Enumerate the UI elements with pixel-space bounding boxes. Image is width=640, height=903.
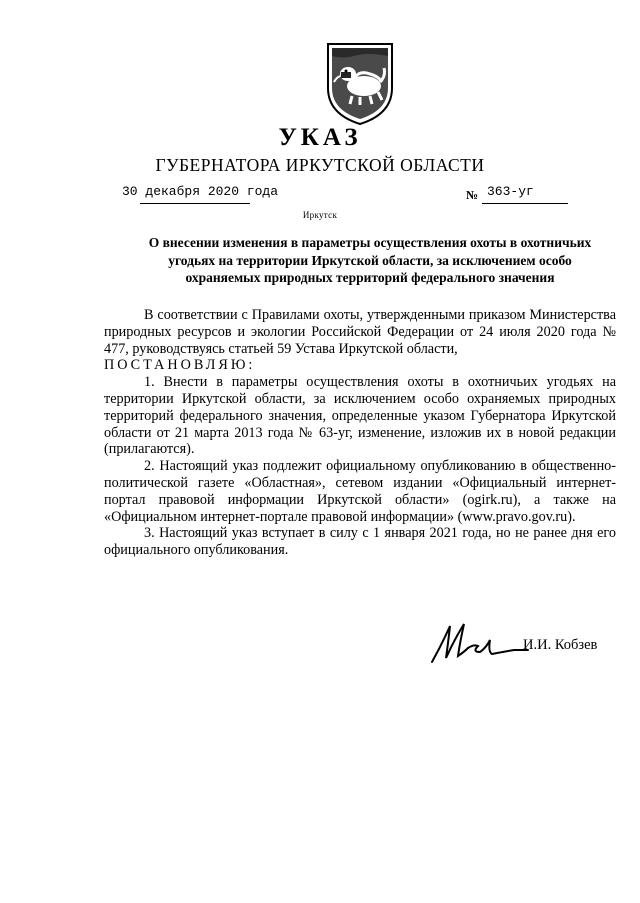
decree-item-1: 1. Внести в параметры осуществления охоты в охотничьих угодьях на территории Иркутской области, за исключением особо охраняемых природных территорий федерального значения, определенные указом Губернатора Иркутской области от 21 марта 2013 года № 63-уг, изменение, изложив их в новой редакции (прилагаются). xyxy=(104,374,616,458)
number-sign: № xyxy=(466,188,479,202)
document-title: УКАЗ xyxy=(278,124,362,151)
irkutsk-coat-of-arms-icon xyxy=(324,42,396,126)
decree-word: ПОСТАНОВЛЯЮ: xyxy=(104,357,256,374)
heading-line: угодьях на территории Иркутской области, за исключением особо xyxy=(168,252,572,268)
heading-line: О внесении изменения в параметры осуществления охоты в охотничьих xyxy=(148,235,592,250)
number-underline xyxy=(482,203,568,204)
decree-date: 30 декабря 2020 года xyxy=(122,184,279,199)
decree-number: 363-уг xyxy=(487,184,534,199)
document-subtitle: ГУБЕРНАТОРА ИРКУТСКОЙ ОБЛАСТИ xyxy=(155,155,485,175)
decree-item-3: 3. Настоящий указ вступает в силу с 1 января 2021 года, но не ранее дня его официального опубликования. xyxy=(104,525,616,559)
heading-line: охраняемых природных территорий федерального значения xyxy=(185,270,555,285)
signer-name: И.И. Кобзев xyxy=(523,637,598,653)
city-name: Иркутск xyxy=(302,210,338,220)
date-underline xyxy=(140,203,250,204)
decree-heading xyxy=(96,234,640,287)
preamble-paragraph: В соответствии с Правилами охоты, утвержденными приказом Министерства природных ресурсов и экологии Российской Федерации от 24 июля 2020 года № 477, руководствуясь статьей 59 Устава Иркутской области, xyxy=(104,307,616,357)
decree-item-2: 2. Настоящий указ подлежит официальному опубликованию в общественно-политической газете «Областная», сетевом издании «Официальный интернет-портал правовой информации Иркутской области» (ogirk.ru), а также на «Официальном интернет-портале правовой информации» (www.pravo.gov.ru). xyxy=(104,458,616,525)
decree-body xyxy=(104,307,616,559)
signature-block xyxy=(428,618,628,670)
handwritten-signature-icon xyxy=(428,618,538,670)
